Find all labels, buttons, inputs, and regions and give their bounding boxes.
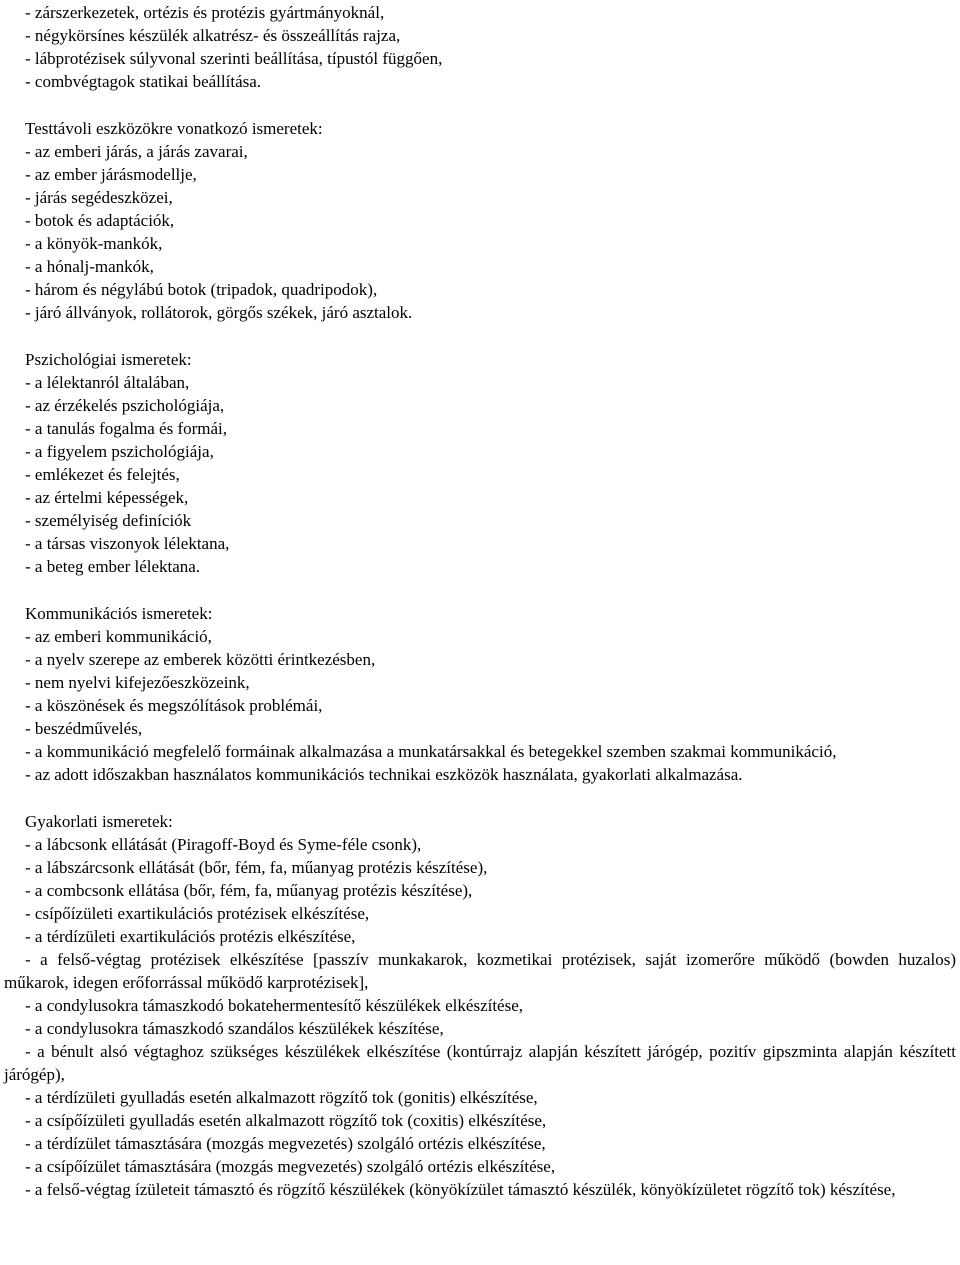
section-heading: Kommunikációs ismeretek: <box>25 604 213 623</box>
list-item: - a térdízület támasztására (mozgás megvezetés) szolgáló ortézis elkészítése, <box>25 1134 546 1153</box>
paragraph-gap <box>4 578 956 602</box>
list-item: - az emberi járás, a járás zavarai, <box>25 142 248 161</box>
list-item: - a tanulás fogalma és formái, <box>25 419 228 438</box>
list-item: - a condylusokra támaszkodó szandálos készülékek készítése, <box>25 1019 444 1038</box>
section-heading: Gyakorlati ismeretek: <box>25 812 173 831</box>
list-item: - három és négylábú botok (tripadok, quadripodok), <box>25 280 378 299</box>
list-item: - a csípőízületi gyulladás esetén alkalmazott rögzítő tok (coxitis) elkészítése, <box>25 1111 547 1130</box>
list-item: - a kommunikáció megfelelő formáinak alkalmazása a munkatársakkal és betegekkel szemben szakmai kommunikáció, <box>25 742 837 761</box>
section-heading: Testtávoli eszközökre vonatkozó ismeretek: <box>25 119 323 138</box>
paragraph-gap <box>4 93 956 117</box>
list-item: - lábprotézisek súlyvonal szerinti beállítása, típustól függően, <box>25 49 443 68</box>
list-item: - a lábszárcsonk ellátását (bőr, fém, fa, műanyag protézis készítése), <box>25 858 488 877</box>
paragraph-gap <box>4 786 956 810</box>
list-item: - az emberi kommunikáció, <box>25 627 212 646</box>
list-item: - a térdízületi exartikulációs protézis elkészítése, <box>25 927 356 946</box>
list-item: - a lélektanról általában, <box>25 373 190 392</box>
section-kommunikacios <box>4 602 956 786</box>
list-item: - emlékezet és felejtés, <box>25 465 180 484</box>
paragraph-gap <box>4 324 956 348</box>
list-item: - a hónalj-mankók, <box>25 257 154 276</box>
list-item: - combvégtagok statikai beállítása. <box>25 72 262 91</box>
list-item: - zárszerkezetek, ortézis és protézis gyártmányoknál, <box>25 3 385 22</box>
section-continuation <box>4 1 956 93</box>
list-item: - csípőízületi exartikulációs protézisek elkészítése, <box>25 904 370 923</box>
list-item: - a figyelem pszichológiája, <box>25 442 214 461</box>
list-item: - a társas viszonyok lélektana, <box>25 534 230 553</box>
list-item: - személyiség definíciók <box>25 511 192 530</box>
list-item: - a könyök-mankók, <box>25 234 163 253</box>
list-item: - az ember járásmodellje, <box>25 165 197 184</box>
list-item: - beszédművelés, <box>25 719 143 738</box>
list-item: - a térdízületi gyulladás esetén alkalmazott rögzítő tok (gonitis) elkészítése, <box>25 1088 538 1107</box>
list-item: - a köszönések és megszólítások problémái, <box>25 696 323 715</box>
list-item: - a csípőízület támasztására (mozgás megvezetés) szolgáló ortézis elkészítése, <box>25 1157 556 1176</box>
list-item: - a lábcsonk ellátását (Piragoff-Boyd és Syme-féle csonk), <box>25 835 422 854</box>
list-item: - nem nyelvi kifejezőeszközeink, <box>25 673 250 692</box>
list-item: - az érzékelés pszichológiája, <box>25 396 225 415</box>
list-item: - az adott időszakban használatos kommunikációs technikai eszközök használata, gyakorlati alkalmazása. <box>25 765 743 784</box>
list-item: - a bénult alsó végtaghoz szükséges készülékek elkészítése (kontúrrajz alapján készített járógép, pozitív gipszminta alapján készített járógép), <box>4 1042 956 1084</box>
list-item: - a nyelv szerepe az emberek közötti érintkezésben, <box>25 650 376 669</box>
list-item: - a felső-végtag ízületeit támasztó és rögzítő készülékek (könyökízület támasztó készülék, könyökízületet rögzítő tok) készítése, <box>25 1180 896 1199</box>
list-item: - botok és adaptációk, <box>25 211 175 230</box>
list-item: - a condylusokra támaszkodó bokatehermentesítő készülékek elkészítése, <box>25 996 524 1015</box>
section-gyakorlati <box>4 810 956 1201</box>
list-item: - a felső-végtag protézisek elkészítése [passzív munkakarok, kozmetikai protézisek, saját izomerőre működő (bowden huzalos) műkarok, idegen erőforrással működő karprotézisek], <box>4 950 956 992</box>
list-item: - négykörsínes készülék alkatrész- és összeállítás rajza, <box>25 26 401 45</box>
list-item: - a combcsonk ellátása (bőr, fém, fa, műanyag protézis készítése), <box>25 881 473 900</box>
list-item: - a beteg ember lélektana. <box>25 557 201 576</box>
list-item: - az értelmi képességek, <box>25 488 189 507</box>
list-item: - járás segédeszközei, <box>25 188 173 207</box>
section-testtavoli <box>4 117 956 324</box>
list-item: - járó állványok, rollátorok, görgős székek, járó asztalok. <box>25 303 413 322</box>
section-pszichologiai <box>4 348 956 578</box>
section-heading: Pszichológiai ismeretek: <box>25 350 192 369</box>
